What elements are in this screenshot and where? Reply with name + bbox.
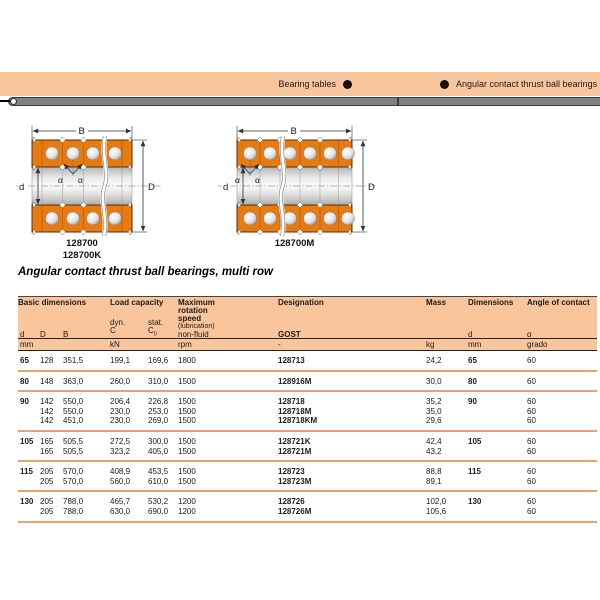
- table-row-group: [18, 432, 597, 462]
- col-D: 142: [40, 406, 54, 416]
- stat-symbol-letter: C: [148, 326, 154, 336]
- col-dim-d: 90: [468, 397, 477, 407]
- alpha-label: α: [235, 175, 240, 185]
- col-dim-d: 130: [468, 497, 482, 507]
- col-designation: 128718: [278, 397, 305, 407]
- col-D: 205: [40, 467, 54, 477]
- header-basic-dimensions: [18, 297, 110, 339]
- table-row: [18, 356, 597, 366]
- col-mass: 29,6: [426, 416, 442, 426]
- header-col-d: d: [20, 329, 25, 339]
- col-B: 505,5: [63, 436, 84, 446]
- header-mass: [426, 297, 468, 339]
- col-angle: 60: [527, 506, 536, 516]
- col-stat: 226,8: [148, 397, 169, 407]
- alpha-label: α: [255, 175, 260, 185]
- stat-label: stat.: [148, 318, 164, 328]
- col-B: 788,0: [63, 506, 84, 516]
- col-dim-d: 105: [468, 436, 482, 446]
- col-angle: 60: [527, 416, 536, 426]
- col-stat: 453,5: [148, 467, 169, 477]
- table-row: [18, 377, 597, 387]
- col-speed: 1500: [178, 397, 196, 407]
- col-speed: 1500: [178, 416, 196, 426]
- table-body: [18, 351, 597, 523]
- col-designation: 128713: [278, 356, 305, 365]
- header-col-B: B: [63, 329, 69, 339]
- col-speed: 1500: [178, 476, 196, 486]
- col-d: [18, 477, 40, 487]
- unit-kg: kg: [426, 340, 435, 349]
- col-d: [18, 447, 40, 457]
- col-mass: 30,0: [426, 376, 442, 386]
- header-band: [0, 72, 600, 96]
- col-mass: 42,4: [426, 436, 442, 446]
- col-dyn: 230,0: [110, 406, 131, 416]
- col-D: 128: [40, 356, 54, 365]
- header-col-dim-d: d: [468, 329, 473, 339]
- col-D: 142: [40, 397, 54, 407]
- col-speed: 1500: [178, 376, 196, 386]
- header-group-label: Dimensions: [468, 298, 514, 307]
- col-dim-d: [468, 447, 527, 457]
- table-row-group: [18, 351, 597, 372]
- stat-symbol: [148, 327, 178, 339]
- page-title: Angular contact thrust ball bearings, multi row: [18, 266, 273, 278]
- dim-D: [352, 140, 375, 232]
- col-D: 205: [40, 506, 54, 516]
- header-col-D: D: [40, 329, 46, 339]
- col-stat: 169,6: [148, 356, 169, 365]
- header-designation: [278, 297, 426, 339]
- unit-mm: mm: [20, 340, 34, 349]
- figure1-designation-2: 128700K: [62, 250, 102, 261]
- col-d: [18, 407, 40, 417]
- header-group-label: Load capacity: [110, 298, 164, 307]
- section-rule-bar: [8, 97, 600, 106]
- col-d: 130: [20, 497, 34, 507]
- col-dyn: 260,0: [110, 376, 131, 386]
- col-stat: 310,0: [148, 376, 169, 386]
- col-D: 205: [40, 476, 54, 486]
- col-angle: 60: [527, 356, 536, 365]
- col-dim-d: 65: [468, 356, 477, 365]
- col-speed: 1500: [178, 406, 196, 416]
- col-angle: 60: [527, 497, 536, 507]
- table-row: [18, 437, 597, 447]
- col-B: 788,0: [63, 497, 84, 507]
- col-stat: 300,0: [148, 436, 169, 446]
- dim-label-D: D: [148, 182, 155, 193]
- col-d: 80: [20, 376, 29, 386]
- table-row: [18, 407, 597, 417]
- col-d: 90: [20, 397, 29, 407]
- speed-line: rotation: [178, 306, 208, 315]
- table-row-group: [18, 462, 597, 492]
- header-col-stat: [148, 319, 178, 339]
- col-angle: 60: [527, 397, 536, 407]
- table-row: [18, 467, 597, 477]
- col-dyn: 465,7: [110, 497, 131, 507]
- col-B: 363,0: [63, 376, 84, 386]
- col-dim-d: [468, 416, 527, 426]
- header-group-label: Designation: [278, 298, 324, 307]
- table-row: [18, 497, 597, 507]
- dim-B: [32, 123, 132, 139]
- col-dyn: 323,2: [110, 446, 131, 456]
- col-dim-d: [468, 407, 527, 417]
- speed-line: (lubrication): [178, 323, 215, 330]
- col-angle: 60: [527, 467, 536, 477]
- col-speed: 1800: [178, 356, 196, 365]
- col-D: 165: [40, 446, 54, 456]
- nav-section-current[interactable]: [440, 72, 597, 96]
- col-speed: 1500: [178, 446, 196, 456]
- unit-kn: kN: [110, 340, 120, 349]
- dim-B: [237, 123, 352, 139]
- nav-section-label: Angular contact thrust ball bearings: [456, 79, 598, 89]
- figure2-designations: [237, 238, 352, 250]
- col-designation: 128723: [278, 467, 305, 477]
- col-mass: 88,8: [426, 467, 442, 477]
- dyn-symbol: C: [110, 326, 116, 336]
- col-stat: 610,0: [148, 476, 169, 486]
- col-B: 570,0: [63, 476, 84, 486]
- col-dim-d: 80: [468, 376, 477, 386]
- figure1-designation-1: 128700: [66, 238, 98, 249]
- bullet-icon: [440, 80, 449, 89]
- nav-bearing-tables[interactable]: [278, 72, 352, 96]
- col-mass: 105,6: [426, 506, 447, 516]
- header-group-label: Mass: [426, 298, 447, 307]
- table-row: [18, 416, 597, 426]
- col-d: 65: [20, 356, 29, 365]
- col-D: 205: [40, 497, 54, 507]
- col-designation: 128718M: [278, 406, 312, 416]
- rule-knob-icon: [10, 98, 17, 105]
- col-angle: 60: [527, 476, 536, 486]
- col-speed: 1500: [178, 467, 196, 477]
- dim-label-B: B: [290, 126, 297, 137]
- col-mass: 102,0: [426, 497, 447, 507]
- col-speed: 1200: [178, 497, 196, 507]
- header-col-gost: GOST: [278, 329, 301, 339]
- col-speed: 1500: [178, 436, 196, 446]
- unit-grado: grado: [527, 340, 548, 349]
- col-designation: 128721M: [278, 446, 312, 456]
- col-dyn: 408,9: [110, 467, 131, 477]
- dim-label-D: D: [368, 182, 375, 193]
- col-B: 570,0: [63, 467, 84, 477]
- col-D: 142: [40, 416, 54, 426]
- col-dyn: 272,5: [110, 436, 131, 446]
- col-designation: 128726: [278, 497, 305, 507]
- col-B: 351,5: [63, 356, 84, 365]
- col-designation: 128721K: [278, 436, 311, 446]
- col-designation: 128723M: [278, 476, 312, 486]
- dim-label-d: d: [223, 182, 229, 193]
- table-row: [18, 477, 597, 487]
- table-row-group: [18, 392, 597, 432]
- col-stat: 269,0: [148, 416, 169, 426]
- dyn-label: dyn.: [110, 318, 126, 328]
- col-stat: 690,0: [148, 506, 169, 516]
- col-d: 115: [20, 467, 33, 477]
- col-stat: 405,0: [148, 446, 169, 456]
- table-header: [18, 296, 597, 351]
- bearing-drawing-128700: [14, 120, 164, 245]
- col-stat: 530,2: [148, 497, 169, 507]
- col-d: 105: [20, 436, 34, 446]
- unit-dash: -: [278, 340, 281, 349]
- col-dyn: 560,0: [110, 476, 131, 486]
- units-row: [18, 338, 597, 351]
- col-D: 165: [40, 436, 54, 446]
- col-dim-d: [468, 477, 527, 487]
- speed-line: speed: [178, 314, 202, 323]
- col-dyn: 199,1: [110, 356, 131, 365]
- dim-label-d: d: [19, 182, 25, 193]
- col-d: [18, 416, 40, 426]
- col-designation: 128718KM: [278, 416, 318, 426]
- col-angle: 60: [527, 376, 536, 386]
- stat-symbol-sub: 0: [153, 332, 157, 338]
- figure2-designation-1: 128700M: [274, 238, 315, 249]
- col-mass: 43,2: [426, 446, 442, 456]
- col-mass: 24,2: [426, 356, 442, 365]
- header-col-dyn: [110, 319, 148, 339]
- col-dyn: 630,0: [110, 506, 131, 516]
- table-row: [18, 507, 597, 517]
- col-dim-d: [468, 507, 527, 517]
- col-angle: 60: [527, 436, 536, 446]
- col-dyn: 230,0: [110, 416, 131, 426]
- alpha-label: α: [58, 175, 63, 185]
- col-stat: 253,0: [148, 406, 169, 416]
- header-group-label: Angle of contact: [527, 298, 590, 307]
- col-speed: 1200: [178, 506, 196, 516]
- col-B: 550,0: [63, 406, 84, 416]
- figure1-designations: [32, 238, 132, 262]
- table-row-group: [18, 492, 597, 522]
- bullet-icon: [343, 80, 352, 89]
- col-mass: 89,1: [426, 476, 442, 486]
- unit-rpm: rpm: [178, 340, 192, 349]
- header-angle-of-contact: [527, 297, 597, 339]
- col-designation: 128916M: [278, 376, 312, 386]
- col-B: 550,0: [63, 397, 84, 407]
- alpha-label: α: [78, 175, 83, 185]
- col-dim-d: 115: [468, 467, 481, 477]
- table-row: [18, 397, 597, 407]
- col-D: 148: [40, 376, 54, 386]
- bearing-drawing-128700M: [210, 120, 378, 245]
- col-mass: 35,2: [426, 397, 442, 407]
- unit-mm2: mm: [468, 340, 482, 349]
- col-designation: 128726M: [278, 506, 312, 516]
- rule-divider: [397, 97, 399, 106]
- bearing-table: [18, 296, 597, 523]
- col-B: 505,5: [63, 446, 84, 456]
- col-dyn: 206,4: [110, 397, 131, 407]
- col-B: 451,0: [63, 416, 84, 426]
- nav-bearing-tables-label: Bearing tables: [278, 79, 336, 89]
- col-angle: 60: [527, 406, 536, 416]
- header-dimensions: [468, 297, 527, 339]
- table-row-group: [18, 372, 597, 393]
- header-group-label: Basic dimensions: [18, 298, 87, 307]
- header-col-alpha: α: [527, 329, 532, 339]
- header-max-speed: [178, 297, 278, 339]
- speed-line: non-fluid: [178, 330, 209, 339]
- col-d: [18, 507, 40, 517]
- col-angle: 60: [527, 446, 536, 456]
- header-load-capacity: [110, 297, 178, 339]
- table-row: [18, 447, 597, 457]
- col-mass: 35,0: [426, 406, 442, 416]
- speed-line: Maximum: [178, 298, 215, 307]
- dim-label-B: B: [78, 126, 85, 137]
